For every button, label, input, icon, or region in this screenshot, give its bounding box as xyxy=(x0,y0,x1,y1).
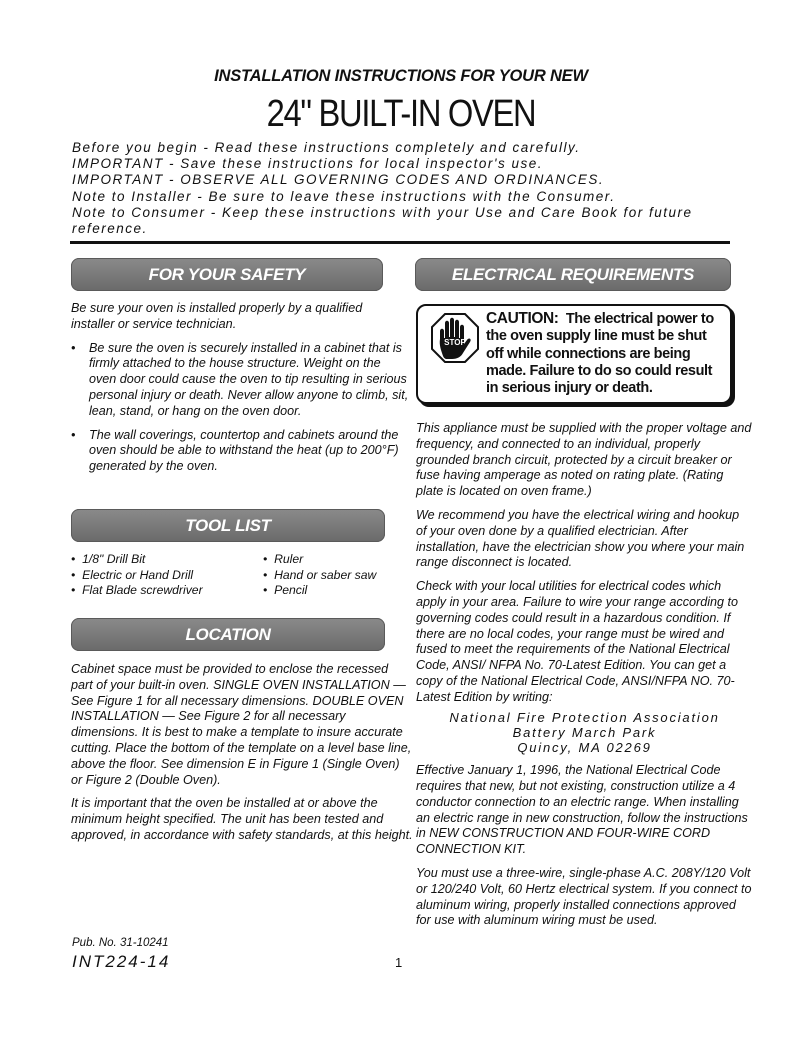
bullet-icon: • xyxy=(71,427,76,442)
electrical-paragraph: This appliance must be supplied with the proper voltage and frequency, and connected to an individual, properly grounded branch circuit, protected by a circuit breaker or fuse having amperage as noted on rating plate. (Rating plate is located on oven frame.) xyxy=(416,421,752,499)
bullet-icon: • xyxy=(263,583,268,598)
tool-item-label: Electric or Hand Drill xyxy=(82,567,194,582)
location-paragraph: Cabinet space must be provided to enclose the recessed part of your built-in oven. SINGLE OVEN INSTALLATION — See Figure 1 for all necessary dimensions. DOUBLE OVEN INSTALLATION — See Figure 2 for all necessary dimensions. It is best to make a template to insure accurate cutting. Place the bottom of the template on a level base line, above the floor. See dimension E in Figure 1 (Single Oven) or Figure 2 (Double Oven). xyxy=(71,662,412,787)
intro-line: Note to Installer - Be sure to leave these instructions with the Consumer. xyxy=(72,188,616,204)
tool-item-label: 1/8" Drill Bit xyxy=(82,552,146,566)
electrical-paragraph: You must use a three-wire, single-phase A.C. 208Y/120 Volt or 120/240 Volt, 60 Hertz electrical system. If you connect to aluminum wiring, properly installed connections approved for use with aluminum wiring must be used. xyxy=(416,865,752,928)
bullet-icon: • xyxy=(71,552,76,566)
safety-section xyxy=(71,301,409,483)
electrical-heading: ELECTRICAL REQUIREMENTS xyxy=(415,258,731,291)
address-line: Quincy, MA 02269 xyxy=(517,739,652,755)
safety-bullet xyxy=(71,341,409,420)
bullet-icon: • xyxy=(71,567,76,582)
intro-line: IMPORTANT - Save these instructions for local inspector's use. xyxy=(72,156,543,172)
electrical-paragraph: Check with your local utilities for electrical codes which apply in your area. Failure to wire your range according to governing codes could result in a hazardous condition. If there are no local codes, your range must be wired and fused to meet the requirements of the National Electrical Code, ANSI/ NFPA No. 70-Latest Edition. You can get a copy of the National Electrical Code, ANSI/NFPA NO. 70-Latest Edition by writing: xyxy=(416,579,739,704)
caution-box xyxy=(416,304,732,404)
electrical-section xyxy=(416,421,753,937)
intro-line: Note to Consumer - Keep these instructions with your Use and Care Book for future xyxy=(72,204,693,220)
bullet-icon: • xyxy=(263,567,268,582)
nfpa-address xyxy=(416,710,753,756)
tool-item xyxy=(71,568,261,584)
document-title: 24" BUILT-IN OVEN xyxy=(266,93,536,135)
electrical-paragraph: We recommend you have the electrical wiring and hookup of your oven done by a qualified electrician. After installation, have the electrician show you where your main range disconnect is located. xyxy=(416,507,745,570)
location-paragraph: It is important that the oven be installed at or above the minimum height specified. The unit has been tested and approved, in accordance with safety standards, at this height. xyxy=(71,796,413,842)
header-divider xyxy=(70,241,730,244)
caution-text: The electrical power to the oven supply line must be shut off while connections are being made. Failure to do so could result in serious injury or death. xyxy=(486,311,714,397)
intro-line: reference. xyxy=(72,221,148,237)
address-line: National Fire Protection Association xyxy=(449,709,720,725)
bullet-icon: • xyxy=(263,552,268,566)
tool-item-label: Ruler xyxy=(274,552,304,566)
tool-item-label: Hand or saber saw xyxy=(274,567,377,582)
location-heading: LOCATION xyxy=(71,618,385,651)
safety-bullet xyxy=(71,428,409,475)
intro-line: IMPORTANT - OBSERVE ALL GOVERNING CODES AND ORDINANCES. xyxy=(72,172,605,188)
stop-sign-label: STOP xyxy=(444,338,466,347)
address-line: Battery March Park xyxy=(512,724,657,740)
bullet-icon: • xyxy=(71,583,76,598)
tool-item-label: Pencil xyxy=(274,583,308,598)
tool-item xyxy=(71,583,261,599)
safety-intro: Be sure your oven is installed properly by a qualified installer or service technician. xyxy=(71,301,363,331)
bullet-icon: • xyxy=(71,340,76,355)
document-code: INT224-14 xyxy=(72,952,171,971)
stop-hand-icon xyxy=(430,312,480,368)
tool-item xyxy=(71,552,261,568)
location-section xyxy=(71,662,413,852)
tool-item xyxy=(263,583,403,599)
electrical-paragraph: Effective January 1, 1996, the National Electrical Code requires that new, but not existing, construction utilize a 4 conductor connection to an electric range. When installing an electric range in new construction, follow the instructions in NEW CONSTRUCTION AND FOUR-WIRE CORD CONNECTION KIT. xyxy=(416,763,748,857)
publication-number: Pub. No. 31-10241 xyxy=(72,937,169,949)
caution-label: CAUTION: xyxy=(486,310,559,327)
safety-heading: FOR YOUR SAFETY xyxy=(71,258,383,291)
tool-item xyxy=(263,552,403,568)
intro-line: Before you begin - Read these instructions completely and carefully. xyxy=(72,140,581,155)
caution-message xyxy=(486,310,726,397)
tool-item-label: Flat Blade screwdriver xyxy=(82,583,203,598)
tool-item xyxy=(263,568,403,584)
safety-bullet-text: The wall coverings, countertop and cabinets around the oven should be able to withstand the heat (up to 200°F) generated by the oven. xyxy=(89,427,399,474)
tool-list-heading: TOOL LIST xyxy=(71,509,385,542)
document-subtitle: INSTALLATION INSTRUCTIONS FOR YOUR NEW xyxy=(214,67,588,85)
intro-notes xyxy=(72,140,752,237)
page-number: 1 xyxy=(395,955,403,970)
safety-bullet-text: Be sure the oven is securely installed in a cabinet that is firmly attached to the house structure. Weight on the oven door could cause the oven to tip resulting in serious personal injury or death. Never allow anyone to climb, sit, lean, stand, or hang on the oven door. xyxy=(89,340,409,418)
